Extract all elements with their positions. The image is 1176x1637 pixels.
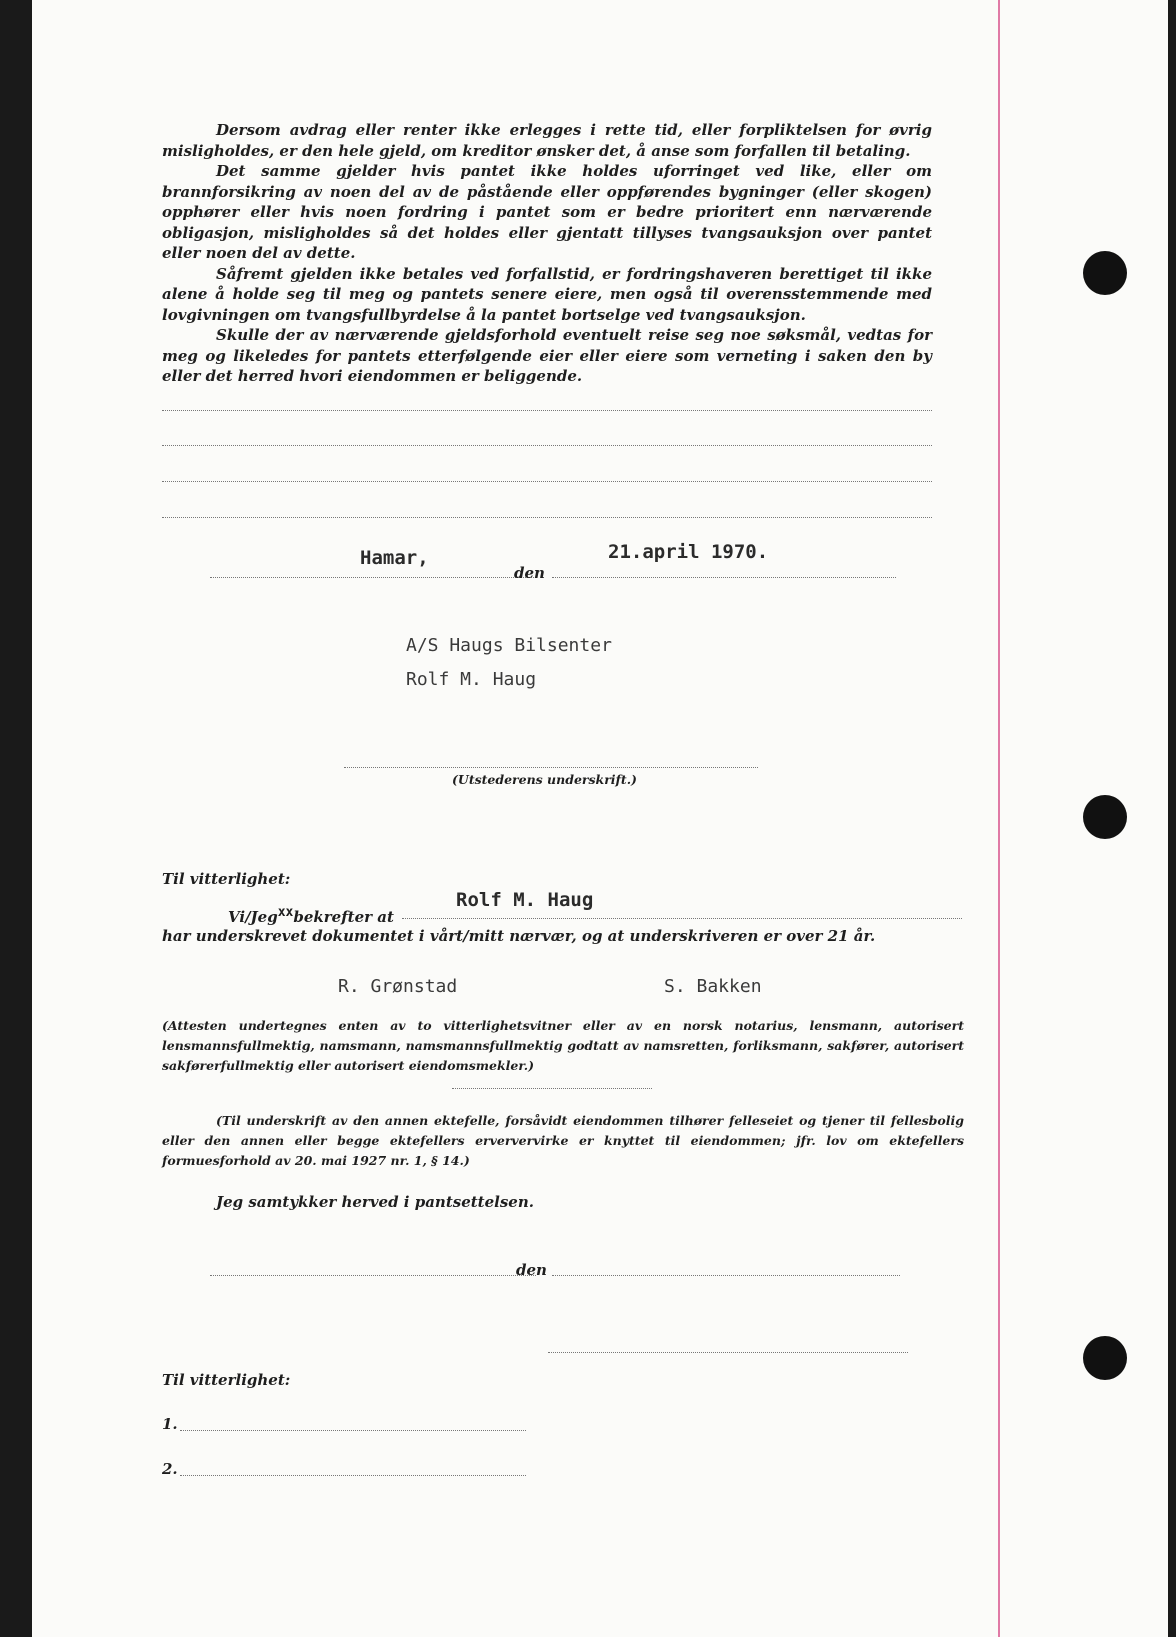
place-line (210, 577, 536, 578)
blank-line (162, 445, 932, 446)
den-label: den (514, 564, 545, 582)
punch-hole (1083, 1336, 1127, 1380)
punch-hole (1083, 795, 1127, 839)
witness-heading: Til vitterlighet: (162, 870, 291, 888)
witness2-line2 (180, 1475, 526, 1476)
witness2-line1-label: 1. (162, 1415, 178, 1433)
document-page (32, 0, 1168, 1637)
blank-line (162, 410, 932, 411)
signer-line (402, 918, 962, 919)
confirm-prefix: Vi/Jeg (228, 908, 278, 926)
margin-line (998, 0, 1000, 1637)
witness-2-signature: S. Bakken (664, 976, 762, 997)
witness-1-signature: R. Grønstad (338, 976, 458, 997)
issuer-name: Rolf M. Haug (406, 669, 537, 690)
witness-signer: Rolf M. Haug (456, 889, 594, 911)
witness-confirm (228, 905, 394, 926)
date-field: 21.april 1970. (608, 541, 769, 563)
separator-line (452, 1088, 652, 1089)
witness2-line2-label: 2. (162, 1460, 178, 1478)
witness-note: (Attesten undertegnes enten av to vitterlighetsvitner eller av en norsk notarius, lensmann, autorisert lensmannsfullmektig, namsmann, namsmannsfullmektig godtatt av namsretten, forliksmann, sakfører, autorisert sakførerfullmektig eller autorisert eiendomsmekler.) (162, 1018, 964, 1073)
confirm-suffix: bekrefter at (293, 908, 394, 926)
issuer-company: A/S Haugs Bilsenter (406, 635, 612, 656)
date-line (552, 577, 896, 578)
terms-paragraph: Såfremt gjelden ikke betales ved forfallstid, er fordringshaveren berettiget til ikke alene å holde seg til meg og pantets senere eiere, men også til overensstemmende med lovgivningen om tvangsfullbyrdelse å la pantet bortselge ved tvangsauksjon. (162, 264, 932, 324)
place-field: Hamar, (360, 547, 429, 569)
blank-line (162, 517, 932, 518)
witness2-line1 (180, 1430, 526, 1431)
punch-hole (1083, 251, 1127, 295)
witness-statement: har underskrevet dokumentet i vårt/mitt nærvær, og at underskriveren er over 21 år. (162, 927, 876, 945)
strike-mark: xx (277, 905, 294, 920)
spouse-note: (Til underskrift av den annen ektefelle, forsåvidt eiendommen tilhører felleseiet og tjener til fellesbolig eller den annen eller begge ektefellers erververvirke er knyttet til eiendommen; jfr. lov om ektefellers formuesforhold av 20. mai 1927 nr. 1, § 14.) (162, 1113, 964, 1168)
issuer-signature-line (344, 767, 758, 768)
terms-text (162, 120, 932, 387)
terms-paragraph: Skulle der av nærværende gjeldsforhold eventuelt reise seg noe søksmål, vedtas for meg og likeledes for pantets etterfølgende eier eller eiere som verneting i saken den by eller det herred hvori eiendommen er beliggende. (162, 326, 932, 385)
blank-line (162, 481, 932, 482)
terms-paragraph: Det samme gjelder hvis pantet ikke holdes uforringet ved like, eller om brannforsikring av noen del av de påstående eller oppførendes bygninger (eller skogen) opphører eller hvis noen fordring i pantet som er bedre prioritert enn nærværende obligasjon, misligholdes så det holdes eller gjentatt tillyses tvangsauksjon over pantet eller noen del av dette. (162, 162, 932, 262)
spouse-place-line (210, 1275, 536, 1276)
issuer-caption: (Utstederens underskrift.) (452, 772, 637, 787)
consent-text: Jeg samtykker herved i pantsettelsen. (216, 1193, 534, 1211)
terms-paragraph: Dersom avdrag eller renter ikke erlegges i rette tid, eller forpliktelsen for øvrig misligholdes, er den hele gjeld, om kreditor ønsker det, å anse som forfallen til betaling. (162, 121, 932, 160)
spouse-den-label: den (516, 1261, 547, 1279)
witness2-heading: Til vitterlighet: (162, 1371, 291, 1389)
spouse-date-line (552, 1275, 900, 1276)
spouse-signature-line (548, 1352, 908, 1353)
